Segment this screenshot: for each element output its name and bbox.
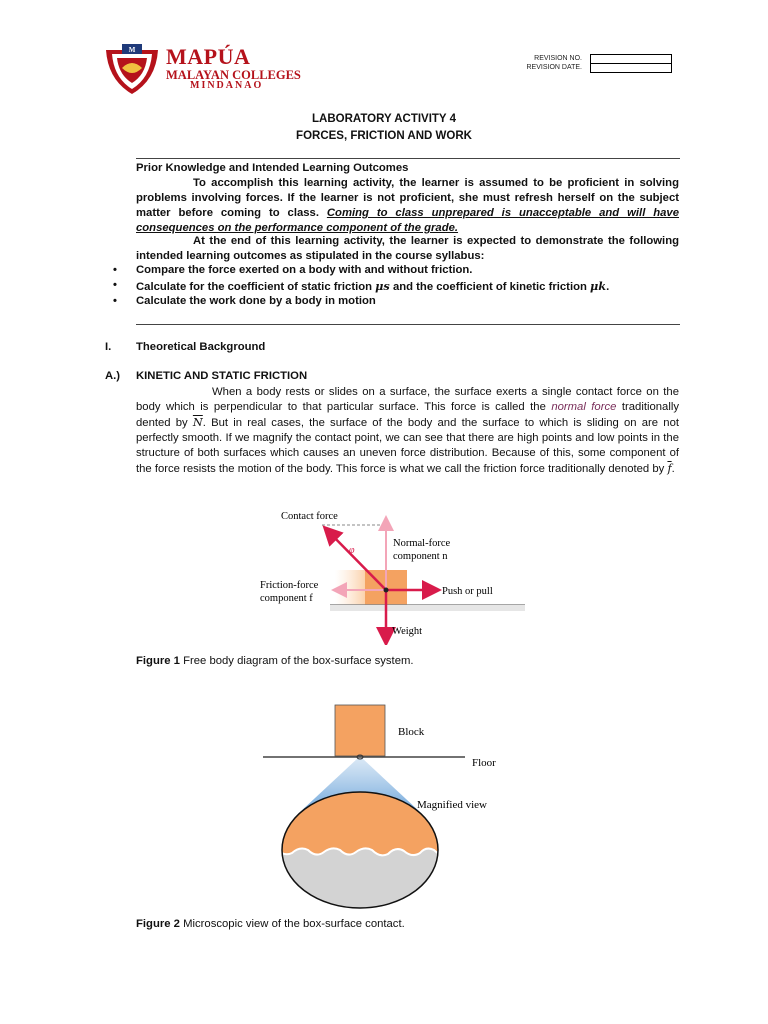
- figure-2-caption: [136, 918, 405, 930]
- label-weight: Weight: [392, 626, 423, 637]
- surface: [330, 605, 525, 611]
- bullet-2-start: Calculate for the coefficient of static friction: [136, 281, 373, 293]
- friction-symbol: $\overline{f}$: [667, 462, 672, 475]
- bullet-3-text: Calculate the work done by a body in motion: [136, 295, 376, 307]
- motion-shadow: [335, 570, 365, 605]
- prior-heading: Prior Knowledge and Intended Learning Outcomes: [136, 162, 409, 174]
- bullet-2-text: Calculate for the coefficient of static friction μs and the coefficient of kinetic friction μk.: [136, 279, 610, 293]
- section-number: I.: [105, 341, 112, 353]
- figure-1-caption-text: Free body diagram of the box-surface system.: [183, 655, 414, 667]
- document-subtitle: FORCES, FRICTION AND WORK: [296, 130, 472, 142]
- svg-text:M: M: [128, 46, 136, 54]
- label-floor: Floor: [472, 757, 496, 769]
- divider: [136, 324, 680, 325]
- figure-2-caption-text: Microscopic view of the box-surface contact.: [183, 918, 405, 930]
- brand-campus: MINDANAO: [190, 80, 264, 91]
- prior-paragraph-2: At the end of this learning activity, the learner is expected to demonstrate the following intended learning outcomes as stipulated in the course syllabus:: [136, 235, 679, 262]
- label-normal-1: Normal-force: [393, 538, 451, 549]
- prior-p1-text: To accomplish this learning activity, the learner is assumed to be proficient in solving problems involving forces. If the learner is not proficient, she must refresh herself on the subject matter before coming to class.: [136, 177, 679, 219]
- divider: [136, 158, 680, 159]
- section-a-body: [136, 385, 679, 477]
- bullet-1: •: [113, 264, 117, 276]
- label-push: Push or pull: [442, 586, 493, 597]
- block: [335, 705, 385, 756]
- figure-2: [260, 700, 510, 910]
- figure-2-caption-label: Figure 2: [136, 918, 180, 930]
- section-title: Theoretical Background: [136, 341, 266, 353]
- subsection-label: A.): [105, 370, 121, 382]
- figure-1-caption-label: Figure 1: [136, 655, 180, 667]
- label-friction-2: component f: [260, 593, 313, 604]
- body-t4: .: [671, 463, 675, 475]
- label-block: Block: [398, 726, 425, 738]
- document-title: LABORATORY ACTIVITY 4: [312, 113, 456, 125]
- revision-no-label: REVISION NO.: [534, 55, 582, 62]
- free-body-diagram: [255, 505, 525, 645]
- label-normal-2: component n: [393, 551, 448, 562]
- prior-paragraph-1: [136, 176, 679, 236]
- revision-date-field: [590, 63, 672, 73]
- brand-name: MAPÚA: [166, 44, 251, 69]
- bullet-1-text: Compare the force exerted on a body with and without friction.: [136, 264, 473, 276]
- brand-subtitle: MALAYAN COLLEGES: [166, 68, 301, 82]
- normal-force-term: normal force: [551, 401, 617, 413]
- label-magnified: Magnified view: [417, 799, 487, 811]
- contact-point: [384, 588, 389, 593]
- revision-date-label: REVISION DATE.: [526, 64, 582, 71]
- bullet-2-mid: and the coefficient of kinetic friction: [392, 281, 587, 293]
- microscopic-view-diagram: [260, 700, 510, 910]
- svg-text:1925: 1925: [128, 88, 136, 93]
- seal-icon: [100, 40, 164, 98]
- prior-p1-emphasis: Coming to class unprepared is unacceptable and will have consequences on the performance component of the grade.: [136, 207, 679, 234]
- figure-1-caption: [136, 655, 414, 667]
- subsection-title: KINETIC AND STATIC FRICTION: [136, 370, 308, 382]
- bullet-3: •: [113, 295, 117, 307]
- mu-s: μs: [375, 279, 390, 293]
- label-contact-force: Contact force: [281, 511, 338, 522]
- bullet-2: •: [113, 279, 117, 291]
- body-t1: When a body rests or slides on a surface, the surface exerts a single contact force on the body which is perpendicular to that particular surface. This force is called the: [136, 386, 679, 413]
- label-phi: φ: [349, 545, 355, 556]
- body-t2: traditionally dented by: [136, 401, 680, 429]
- normal-symbol: $\overline{N}$: [192, 416, 203, 429]
- label-friction-1: Friction-force: [260, 580, 319, 591]
- figure-1: [255, 505, 525, 645]
- logo: [100, 40, 164, 98]
- body-t3: . But in real cases, the surface of the body and the surface to which is sliding on are not perfectly smooth. If we magnify the contact point, we can see that there are high points and low points in the structure of both surfaces which causes an uneven force distribution. Because of this, some component of the force resists the motion of the body. This force is what we call the friction force traditionally denoted by: [136, 417, 679, 475]
- mu-k: μk: [590, 279, 607, 293]
